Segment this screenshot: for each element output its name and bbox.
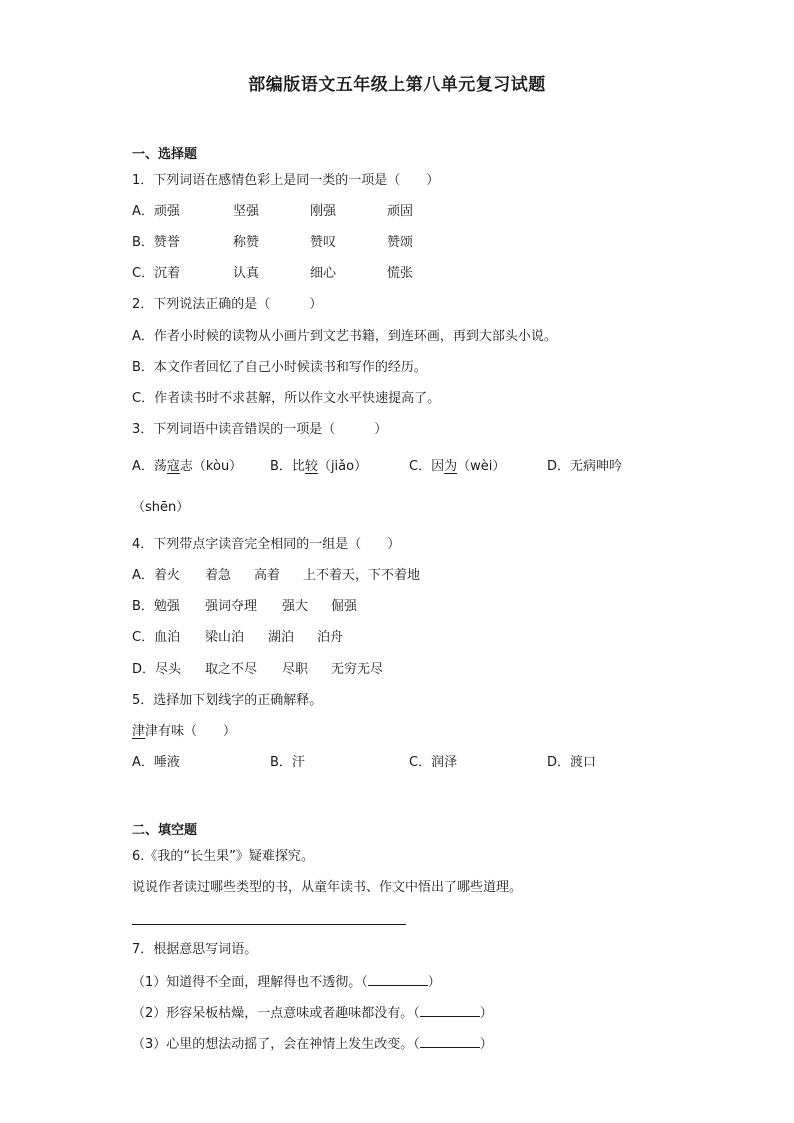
q1-a-word3: 刚强 (310, 204, 337, 219)
q1-c-word3: 细心 (310, 266, 337, 281)
section-2-heading: 二、填空题 (132, 823, 198, 838)
q3-option-d: D．无病呻吟 (547, 459, 623, 474)
q4-c-word2: 梁山泊 (205, 630, 245, 645)
q4-d-word1: D．尽头 (132, 662, 182, 677)
q7-blank-1[interactable] (368, 973, 428, 986)
q4-c-word4: 泊舟 (317, 630, 344, 645)
q1-a-word2: 坚强 (233, 204, 260, 219)
q7-item-2: （2）形容呆板枯燥，一点意味或者趣味都没有。（ ） (132, 1006, 493, 1021)
q2-stem: 2．下列说法正确的是（ ） (132, 297, 323, 312)
q5-option-c: C．润泽 (409, 755, 458, 770)
q1-b-word3: 赞叹 (310, 235, 337, 250)
q2-option-a: A．作者小时候的读物从小画片到文艺书籍，到连环画，再到大部头小说。 (132, 329, 557, 344)
q4-c-word3: 湖泊 (268, 630, 295, 645)
q3-option-d-pinyin: （shēn） (132, 500, 190, 515)
document-title: 部编版语文五年级上第八单元复习试题 (248, 75, 546, 95)
q4-d-word3: 尽职 (282, 662, 309, 677)
q1-b-word1: B．赞誉 (132, 235, 180, 250)
q4-b-word3: 强大 (282, 599, 309, 614)
q1-a-word1: A．顽强 (132, 204, 180, 219)
q1-c-word1: C．沉着 (132, 266, 181, 281)
q4-d-word2: 取之不尽 (205, 662, 258, 677)
q1-b-word4: 赞颂 (387, 235, 414, 250)
q5-stem: 5．选择加下划线字的正确解释。 (132, 693, 323, 708)
q4-b-word4: 倔强 (331, 599, 358, 614)
q2-option-b: B．本文作者回忆了自己小时候读书和写作的经历。 (132, 360, 427, 375)
q6-answer-line[interactable] (132, 924, 406, 925)
q7-item-1: （1）知道得不全面，理解得也不透彻。（ ） (132, 975, 441, 990)
q4-a-word3: 高着 (254, 568, 281, 583)
q4-b-word1: B．勉强 (132, 599, 180, 614)
q7-blank-2[interactable] (420, 1004, 480, 1017)
q1-b-word2: 称赞 (233, 235, 260, 250)
section-1-heading: 一、选择题 (132, 147, 198, 162)
q4-a-word2: 着急 (205, 568, 232, 583)
q5-option-a: A．唾液 (132, 755, 180, 770)
q7-blank-3[interactable] (420, 1035, 480, 1048)
q1-a-word4: 顽固 (387, 204, 414, 219)
q5-option-d: D．渡口 (547, 755, 597, 770)
q6-stem: 6.《我的“长生果”》疑难探究。 (132, 849, 314, 864)
q7-stem: 7．根据意思写词语。 (132, 942, 258, 957)
q3-option-a: A．荡寇志（kòu） (132, 459, 243, 474)
q1-stem: 1．下列词语在感情色彩上是同一类的一项是（ ） (132, 173, 440, 188)
q3-stem: 3．下列词语中读音错误的一项是（ ） (132, 422, 388, 437)
q3-option-b: B．比较（jiǎo） (270, 459, 368, 474)
q4-b-word2: 强词夺理 (205, 599, 258, 614)
q3-option-c: C．因为（wèi） (409, 459, 506, 474)
q1-c-word4: 慌张 (387, 266, 414, 281)
q4-d-word4: 无穷无尽 (331, 662, 384, 677)
q4-stem: 4．下列带点字读音完全相同的一组是（ ） (132, 537, 401, 552)
q7-item-3: （3）心里的想法动摇了，会在神情上发生改变。（ ） (132, 1037, 493, 1052)
q6-prompt: 说说作者读过哪些类型的书，从童年读书、作文中悟出了哪些道理。 (132, 880, 523, 895)
q5-word: 津津有味（ ） (132, 724, 237, 739)
q4-c-word1: C．血泊 (132, 630, 181, 645)
q2-option-c: C．作者读书时不求甚解，所以作文水平快速提高了。 (132, 391, 441, 406)
q5-option-b: B．汗 (270, 755, 305, 770)
q4-a-word4: 上不着天，下不着地 (303, 568, 421, 583)
q1-c-word2: 认真 (233, 266, 260, 281)
q4-a-word1: A．着火 (132, 568, 180, 583)
